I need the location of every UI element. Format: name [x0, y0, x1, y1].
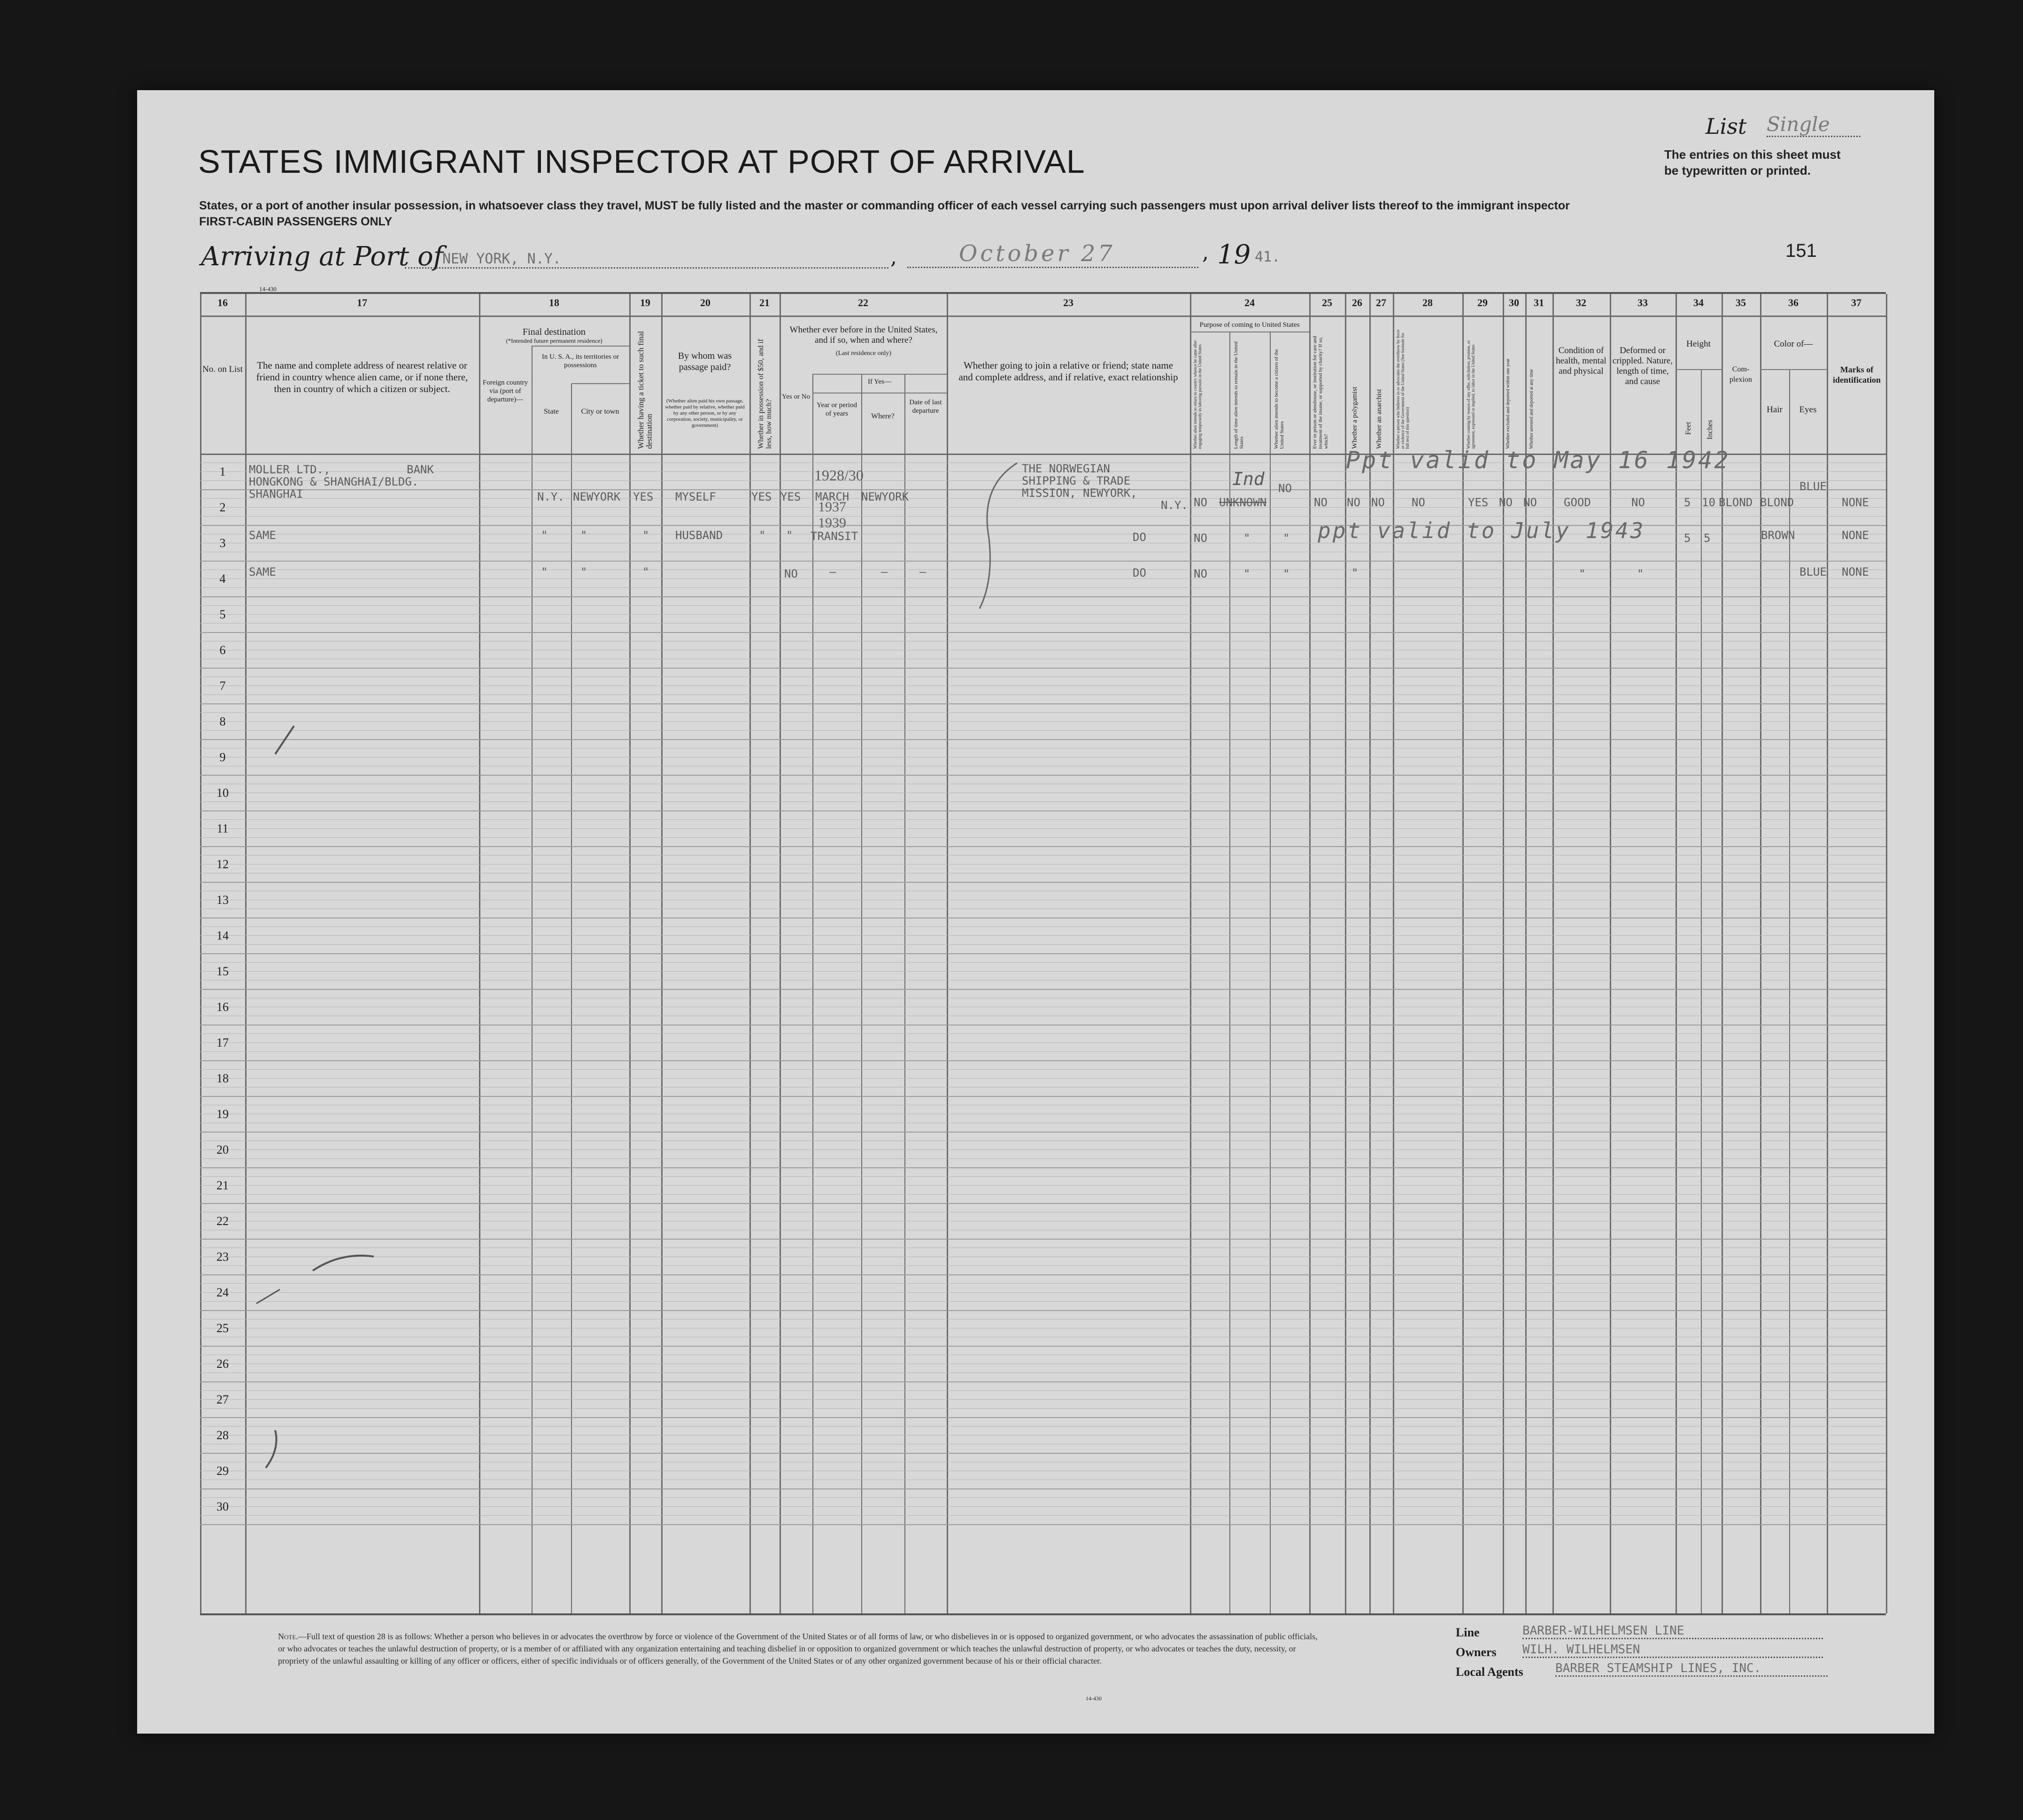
r1-city: NEWYORK: [573, 490, 621, 503]
r3-address: SAME: [249, 565, 276, 578]
row-number: 16: [216, 1000, 229, 1014]
manifest-sheet: [137, 90, 1934, 1734]
row-number: 30: [216, 1500, 229, 1513]
row-line: [200, 1453, 1886, 1454]
row-line: [200, 1060, 1886, 1061]
col-num: 34: [1693, 297, 1704, 308]
r3-where-dash: –: [881, 565, 888, 578]
form-code-bottom: 14-430: [1086, 1695, 1102, 1702]
arriving-at-port-label: Arriving at Port of: [201, 241, 443, 272]
r3-state: ": [541, 565, 548, 578]
col-num: 29: [1477, 297, 1488, 308]
r1-join-line-2: SHIPPING & TRADE: [1022, 474, 1131, 487]
r1-address-line-1: MOLLER LTD.,: [249, 463, 331, 476]
r2-city: ": [580, 529, 587, 542]
row-number: 18: [216, 1072, 229, 1085]
col30-header: Whether excluded and deported within one year: [1506, 358, 1511, 449]
r1-years-b: MARCH: [815, 490, 849, 503]
row-line: [200, 668, 1886, 669]
col-num: 19: [640, 297, 650, 308]
r1-address-line-3: SHANGHAI: [249, 487, 303, 501]
col19-header: Whether having a ticket to such final destination: [636, 331, 654, 449]
ruling-line: [200, 1408, 1886, 1409]
row-number: 29: [216, 1464, 229, 1478]
ruling-line: [200, 614, 1886, 615]
col24-title: Purpose of coming to United States: [1199, 321, 1300, 329]
row-line: [200, 632, 1886, 633]
ruling-line: [200, 1426, 1886, 1427]
col16-header: No. on List: [202, 364, 243, 374]
r2-address: SAME: [249, 529, 276, 542]
row-number: 13: [216, 893, 229, 907]
col34-inches-header: Inches: [1706, 420, 1714, 440]
list-label: List: [1706, 114, 1747, 139]
ruling-line: [200, 1149, 1886, 1150]
row-number: 15: [216, 964, 229, 978]
ruling-line: [200, 516, 1886, 517]
col-num: 17: [357, 297, 367, 308]
row-number: 21: [216, 1179, 229, 1192]
row-line: [200, 596, 1886, 597]
ruling-line: [200, 1390, 1886, 1391]
row-line: [200, 1239, 1886, 1240]
r3-before-in-us: NO: [784, 567, 798, 580]
col33-header: Deformed or crippled. Nature, length of time, and cause: [1612, 346, 1673, 386]
r1-ticket: YES: [633, 490, 654, 503]
port-of-arrival-value: NEW YORK, N.Y.: [405, 251, 888, 269]
col18-foreign-header: Foreign country via (port of departure)—: [482, 379, 528, 403]
row-number: 22: [216, 1214, 229, 1228]
row-line: [200, 775, 1886, 776]
row-number: 4: [219, 572, 226, 586]
row-line: [200, 953, 1886, 954]
r1-years-a: 1928/30: [814, 467, 864, 484]
r3-deformed: ": [1637, 567, 1644, 580]
row-line: [200, 1132, 1886, 1133]
row-line: [200, 1488, 1886, 1489]
r1-length: UNKNOWN: [1219, 496, 1267, 509]
footnote: [278, 1630, 1325, 1667]
page-number: 151: [1785, 240, 1817, 261]
col-num: 30: [1509, 297, 1519, 308]
col-num: 24: [1244, 297, 1255, 308]
ruling-line: [200, 1283, 1886, 1284]
r2-before-in-us: ": [786, 529, 793, 542]
r1-address-line-1b: BANK: [407, 463, 434, 476]
year-suffix: 41.: [1255, 249, 1281, 265]
col28-header: Whether a person who believes in or advocates the overthrow by force or violence of the Government of the United States (See footnote for full text of this question): [1396, 329, 1410, 449]
r1-inches: 10: [1702, 496, 1715, 509]
row-number: 25: [216, 1321, 229, 1335]
col22-ifyes: If Yes—: [867, 378, 891, 386]
row-number: 5: [219, 608, 226, 621]
typewritten-note-1: The entries on this sheet must: [1664, 147, 1841, 162]
r2-passage-paid-by: HUSBAND: [675, 529, 723, 542]
r3-length: ": [1243, 567, 1251, 580]
ruling-line: [200, 935, 1886, 936]
r1-anarchist: NO: [1371, 496, 1385, 509]
col24-length-header: Length of time alien intends to remain in the United States: [1233, 341, 1244, 449]
ruling-line: [200, 926, 1886, 927]
r2-return: NO: [1194, 532, 1207, 545]
ruling-line: [200, 1051, 1886, 1052]
ruling-line: [200, 1194, 1886, 1195]
r2-where: TRANSIT: [811, 530, 858, 543]
col17-header: The name and complete address of nearest relative or friend in country whence alien came, or if none there, then in country of which a citizen or subject.: [256, 360, 468, 394]
r2-inches: 5: [1704, 532, 1711, 545]
r1-address-line-2: HONGKONG & SHANGHAI/BLDG.: [249, 475, 419, 488]
row-number: 6: [219, 643, 226, 657]
r1-labor: YES: [1468, 496, 1489, 509]
ruling-line: [200, 1033, 1886, 1034]
col36-eyes-header: Eyes: [1799, 405, 1817, 415]
row-line: [200, 846, 1886, 847]
r2-join: DO: [1133, 531, 1146, 544]
line-value: BARBER-WILHELMSEN LINE: [1522, 1624, 1823, 1639]
col22-yesno-header: Yes or No: [781, 393, 811, 401]
row-number: 17: [216, 1036, 229, 1049]
ruling-line: [200, 1265, 1886, 1266]
r1-money: YES: [751, 490, 772, 503]
row-number: 8: [219, 715, 226, 728]
row-number: 2: [219, 501, 226, 514]
r1-years-c: 1937: [818, 499, 846, 515]
row-line: [200, 1096, 1886, 1097]
ruling-line: [200, 605, 1886, 606]
row-line: [200, 1346, 1886, 1347]
ruling-line: [200, 971, 1886, 972]
col22-year-header: Year or period of years: [817, 401, 857, 417]
r3-join: DO: [1133, 566, 1146, 579]
r3-eyes: BLUE: [1799, 565, 1827, 578]
col24-citizen-header: Whether alien intends to become a citizen of the United States: [1274, 349, 1285, 449]
r3-health: ": [1579, 567, 1586, 580]
ruling-line: [200, 819, 1886, 820]
r2-state: ": [541, 529, 548, 542]
row-number: 10: [216, 786, 229, 800]
col34-feet-header: Feet: [1684, 422, 1692, 435]
ruling-line: [200, 1506, 1886, 1507]
r3-city: ": [580, 565, 587, 578]
col34-header: Height: [1686, 339, 1711, 349]
col20-subheader: (Whether alien paid his own passage, whether paid by relative, whether paid by any other person, or by any corporation, society, municipality, or government): [665, 398, 745, 428]
r3-ditto: ": [1351, 566, 1359, 579]
row-number: 1: [219, 465, 226, 478]
ruling-line: [200, 623, 1886, 624]
ruling-line: [200, 1399, 1886, 1400]
ruling-line: [200, 855, 1886, 856]
r1-where: NEWYORK: [861, 490, 909, 503]
r1-length-handwritten: Ind: [1232, 469, 1265, 489]
row-line: [200, 703, 1886, 704]
r3-return: NO: [1194, 567, 1207, 580]
row-number: 24: [216, 1286, 229, 1299]
row-line: [200, 1274, 1886, 1275]
instructions-line-2: FIRST-CABIN PASSENGERS ONLY: [199, 215, 393, 228]
r2-citizen: ": [1283, 532, 1290, 545]
r1-eyes: BLUE: [1799, 480, 1827, 493]
row-number: 26: [216, 1357, 229, 1371]
col27-header: Whether an anarchist: [1375, 389, 1383, 449]
year-prefix: 19: [1217, 239, 1251, 270]
r1-polygamist: NO: [1347, 496, 1360, 509]
col29-header: Whether coming by reason of any offer, solicitation, promise, or agreement, expressed or implied, to labor in the United States: [1466, 340, 1475, 449]
form-code-top: 14-430: [259, 285, 277, 293]
row-line: [200, 1203, 1886, 1204]
r1-marks: NONE: [1842, 496, 1869, 509]
row-number: 7: [219, 679, 226, 693]
row-number: 27: [216, 1393, 229, 1406]
row-line: [200, 810, 1886, 811]
col-num: 20: [700, 297, 710, 308]
col32-header: Condition of health, mental and physical: [1556, 346, 1606, 376]
ruling-line: [200, 694, 1886, 695]
ruling-line: [200, 1292, 1886, 1293]
comma-separator: ,: [890, 245, 897, 269]
col18-title: Final destination: [523, 327, 586, 337]
col22-subtitle: (Last residence only): [835, 350, 892, 357]
page-title: STATES IMMIGRANT INSPECTOR AT PORT OF ARRIVAL: [198, 143, 1085, 180]
r2-passport-note: ppt valid to July 1943: [1318, 518, 1645, 543]
col31-header: Whether arrested and deported at any time: [1529, 369, 1534, 449]
typewritten-note-2: be typewritten or printed.: [1664, 163, 1811, 177]
stray-pen-marks: [247, 698, 388, 1496]
owners-label: Owners: [1456, 1645, 1497, 1659]
col37-header: Marks of identification: [1833, 365, 1881, 385]
r1-before-in-us: YES: [780, 490, 801, 503]
row-line: [200, 882, 1886, 883]
r2-feet: 5: [1684, 532, 1691, 545]
col-num: 27: [1376, 297, 1386, 308]
r2-ticket: ": [642, 529, 649, 542]
row-line: [200, 1310, 1886, 1311]
r2-hair: BROWN: [1761, 529, 1795, 542]
row-number: 9: [219, 750, 226, 764]
line-label: Line: [1456, 1626, 1480, 1639]
col24-return-header: Whether alien intends to return to country whence he came after engaging temporarily in laboring pursuits in the United States: [1193, 340, 1202, 449]
ruling-line: [200, 1176, 1886, 1177]
col-num: 28: [1422, 297, 1433, 308]
ruling-line: [200, 1069, 1886, 1070]
col-num: 23: [1063, 297, 1073, 308]
r1-join-line-1: THE NORWEGIAN: [1022, 462, 1110, 475]
row-line: [200, 1167, 1886, 1168]
r1-deformed: NO: [1631, 496, 1645, 509]
r1-state: N.Y.: [537, 490, 564, 503]
arrival-date-value: October 27: [907, 240, 1198, 268]
col-num: 37: [1851, 297, 1861, 308]
col20-header: By whom was passage paid?: [678, 351, 732, 372]
ruling-line: [200, 1515, 1886, 1516]
row-line: [200, 561, 1886, 562]
ruling-line: [200, 828, 1886, 829]
col26-header: Whether a polygamist: [1351, 386, 1359, 449]
r3-marks: NONE: [1842, 565, 1869, 578]
handwritten-bracket: [970, 458, 1022, 613]
r1-feet: 5: [1684, 496, 1691, 509]
ruling-line: [200, 962, 1886, 963]
col18-subtitle: (*Intended future permanent residence): [506, 337, 602, 344]
ruling-line: [200, 1078, 1886, 1079]
col36-header: Color of—: [1774, 339, 1813, 349]
col25-header: Ever in prison or almshouse, or institution for care and treatment of the insane, or supported by charity? If so, which?: [1312, 336, 1329, 449]
row-number: 14: [216, 929, 229, 942]
r1-citizen: NO: [1278, 482, 1292, 495]
r3-year-dash: –: [829, 565, 836, 578]
ruling-line: [200, 587, 1886, 588]
r3-date-dash: –: [919, 565, 927, 578]
col36-hair-header: Hair: [1767, 405, 1783, 415]
r1-arrested: NO: [1523, 496, 1537, 509]
r1-hair: BLOND: [1760, 496, 1794, 509]
r2-marks: NONE: [1842, 529, 1869, 542]
row-number: 3: [219, 536, 226, 550]
instructions-line-1: States, or a port of another insular possession, in whatsoever class they travel, MUST be fully listed and the master or commanding officer of each vessel carrying such passengers must upon arrival deliver lists thereof to the immigrant inspector: [199, 199, 1570, 212]
r1-passage-paid-by: MYSELF: [675, 490, 716, 503]
r1-excluded: NO: [1499, 496, 1513, 509]
col22-title: Whether ever before in the United States, and if so, when and where?: [789, 325, 938, 345]
col18-usa-header: In U. S. A., its territories or possessions: [541, 353, 619, 369]
col-num: 35: [1736, 297, 1746, 308]
owners-value: WILH. WILHELMSEN: [1522, 1643, 1823, 1658]
r3-citizen: ": [1283, 567, 1290, 580]
col-num: 32: [1576, 297, 1586, 308]
r2-money: ": [759, 529, 766, 542]
ruling-line: [200, 1042, 1886, 1043]
ruling-line: [200, 1301, 1886, 1302]
row-line: [200, 1381, 1886, 1382]
row-number: 19: [216, 1107, 229, 1121]
row-line: [200, 739, 1886, 740]
manifest-table: [200, 292, 1886, 1615]
r1-prison: NO: [1314, 496, 1328, 509]
r3-ticket: ": [642, 565, 649, 578]
footnote-text: —Full text of question 28 is as follows: Whether a person who believes in or advocates the overthrow by force or violence of the Government of the United States or of all forms of law, or who disbelieves in or is opposed to organized government, or who advocates the assassination of public officials, or who advocates or teaches the unlawful destruction of property, or is a member of or affiliated with any organization entertaining and teaching disbelief in or opposition to organized government or which teaches the unlawful destruction of property, or who advocates or teaches the duty, necessity, or propriety of the unlawful assaulting or killing of any officer or officers, either of specific individuals or of officers generally, of the Government of the United States or of any other organized government because of his or their official character.: [278, 1632, 1318, 1666]
ruling-line: [200, 1158, 1886, 1159]
ruling-line: [200, 730, 1886, 731]
r1-health: GOOD: [1564, 496, 1591, 509]
r1-complexion: BLOND: [1719, 496, 1753, 509]
col-num: 33: [1637, 297, 1648, 308]
col-num: 22: [858, 297, 868, 308]
ruling-line: [200, 721, 1886, 722]
ruling-line: [200, 1497, 1886, 1498]
col22-where-header: Where?: [871, 412, 895, 420]
col-num: 36: [1788, 297, 1799, 308]
col22-date-header: Date of last departure: [909, 399, 942, 415]
col18-state-header: State: [544, 408, 559, 416]
row-line: [200, 1025, 1886, 1026]
col-num: 16: [217, 297, 228, 308]
local-agents-value: BARBER STEAMSHIP LINES, INC.: [1555, 1661, 1828, 1677]
col23-header: Whether going to join a relative or friend; state name and complete address, and if relative, exact relationship: [958, 360, 1178, 383]
row-number: 12: [216, 857, 229, 871]
r2-length: ": [1243, 532, 1251, 545]
col21-header: Whether in possession of $50, and if less, how much?: [757, 339, 773, 449]
col-num: 31: [1534, 297, 1544, 308]
row-line: [200, 1524, 1886, 1525]
local-agents-label: Local Agents: [1456, 1665, 1523, 1679]
row-line: [200, 989, 1886, 990]
list-value: Single: [1767, 113, 1861, 137]
ruling-line: [200, 578, 1886, 579]
r1-q28: NO: [1412, 496, 1425, 509]
ruling-line: [200, 837, 1886, 838]
row-number: 20: [216, 1143, 229, 1157]
row-line: [200, 1417, 1886, 1418]
col-num: 25: [1322, 297, 1332, 308]
ruling-line: [200, 1185, 1886, 1186]
row-number: 11: [216, 822, 229, 835]
r1-return: NO: [1194, 496, 1207, 509]
footnote-label: Note.: [278, 1632, 298, 1641]
col-num: 26: [1352, 297, 1362, 308]
col35-header: Com-plexion: [1730, 365, 1752, 384]
row-number: 28: [216, 1428, 229, 1442]
r2-years: 1939: [818, 515, 846, 531]
r1-join-line-4: N.Y.: [1161, 499, 1188, 512]
r1-join-line-3: MISSION, NEWYORK,: [1022, 486, 1137, 500]
ruling-line: [200, 944, 1886, 945]
row-number: 23: [216, 1250, 229, 1264]
col-num: 21: [759, 297, 770, 308]
col-num: 18: [549, 297, 559, 308]
ruling-line: [200, 712, 1886, 713]
comma-separator: ,: [1202, 240, 1209, 264]
r1-passport-note: Ppt valid to May 16 1942: [1346, 447, 1730, 474]
col18-city-header: City or town: [581, 408, 619, 416]
